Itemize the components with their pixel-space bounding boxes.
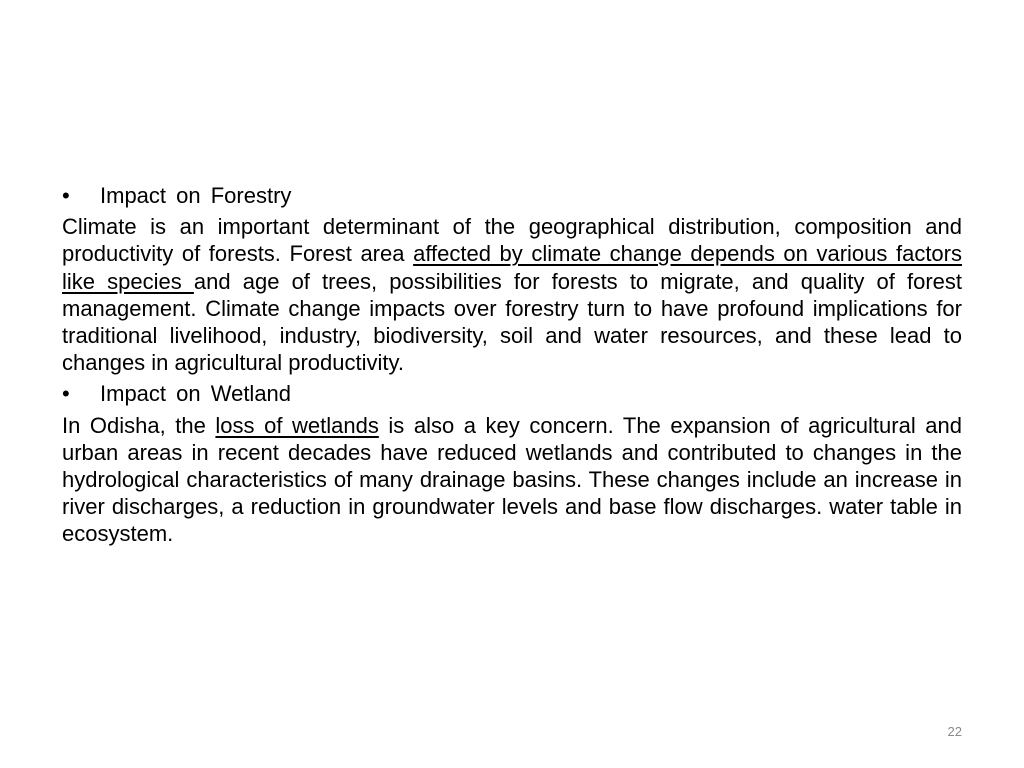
bullet-icon: • <box>62 381 70 407</box>
paragraph-wetland <box>62 412 962 548</box>
slide-content <box>62 182 962 552</box>
underlined-phrase-wetland: loss of wetlands <box>215 412 379 438</box>
heading-impact-forestry: Impact on Forestry <box>100 183 292 208</box>
paragraph-forestry <box>62 213 962 376</box>
paragraph-forestry-part1: Climate is an important determinant of the geographical distribution, composition and productivity of forests. Forest area <box>62 214 962 267</box>
paragraph-wetland-part2: is also a key concern. The expansion of agricultural and urban areas in recent decades have reduced wetlands and contributed to changes in the hydrological characteristics of many drainage basins. These changes include an increase in river discharges, a reduction in groundwater levels and base flow discharges. water table in ecosystem. <box>62 412 962 547</box>
bullet-icon: • <box>62 183 70 208</box>
heading-impact-wetland: Impact on Wetland <box>100 381 292 407</box>
bullet-impact-forestry <box>62 182 962 209</box>
page-number: 22 <box>947 724 962 739</box>
paragraph-forestry-part2: and age of trees, possibilities for forests to migrate, and quality of forest management. Climate change impacts over forestry turn to have profound implications for traditional livelihood, industry, biodiversity, soil and water resources, and these lead to changes in agricultural productivity. <box>62 268 962 376</box>
paragraph-wetland-part1: In Odisha, the <box>62 412 216 438</box>
underlined-phrase-forestry: affected by climate change depends on various factors like species <box>62 241 962 294</box>
bullet-impact-wetland <box>62 380 962 407</box>
